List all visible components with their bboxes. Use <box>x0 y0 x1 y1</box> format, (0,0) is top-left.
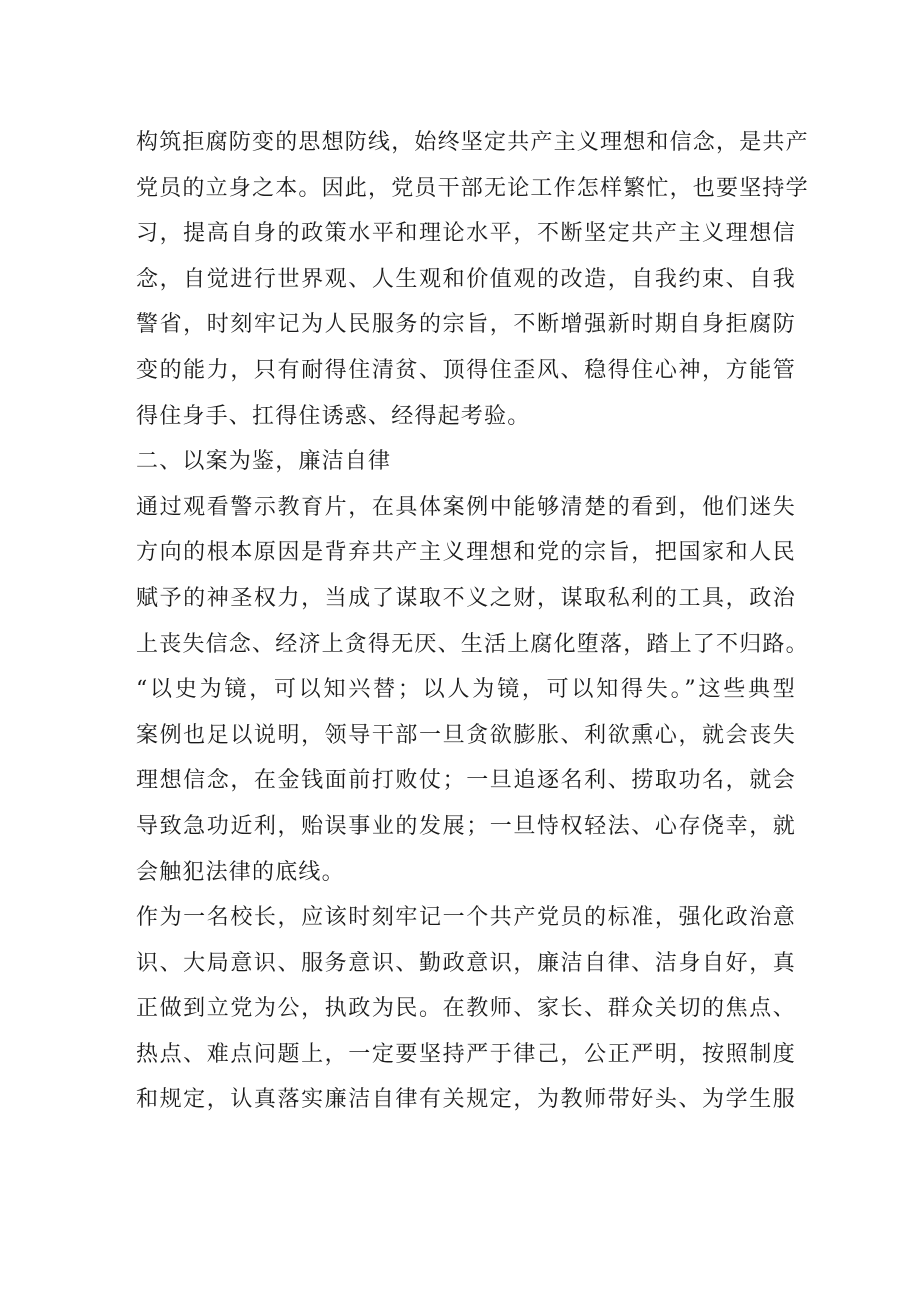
document-body <box>136 120 809 1123</box>
text-line: 热点、难点问题上，一定要坚持严于律己，公正严明，按照制度 <box>136 1041 796 1067</box>
text-line: 构筑拒腐防变的思想防线，始终坚定共产主义理想和信念，是共产 <box>136 130 809 155</box>
text-line: 正做到立党为公，执政为民。在教师、家长、群众关切的焦点、 <box>136 996 796 1022</box>
text-line: “以史为镜，可以知兴替；以人为镜，可以知得失。”这些典型 <box>136 677 796 703</box>
text-line: 习，提高自身的政策水平和理论水平，不断坚定共产主义理想信 <box>136 221 796 247</box>
text-line: 警省，时刻牢记为人民服务的宗旨，不断增强新时期自身拒腐防 <box>136 312 796 338</box>
text-line: 方向的根本原因是背弃共产主义理想和党的宗旨，把国家和人民 <box>136 540 796 566</box>
text-line: 会触犯法律的底线。 <box>136 859 345 885</box>
text-line: 上丧失信念、经济上贪得无厌、生活上腐化堕落，踏上了不归路。 <box>136 631 809 657</box>
text-line: 导致急功近利，贻误事业的发展；一旦恃权轻法、心存侥幸，就 <box>136 813 796 839</box>
text-line: 得住身手、扛得住诱惑、经得起考验。 <box>136 403 531 429</box>
section-heading: 二、以案为鉴，廉洁自律 <box>136 449 392 475</box>
text-line: 作为一名校长，应该时刻牢记一个共产党员的标准，强化政治意 <box>136 905 796 931</box>
text-line: 变的能力，只有耐得住清贫、顶得住歪风、稳得住心神，方能管 <box>136 357 796 383</box>
text-line: 党员的立身之本。因此，党员干部无论工作怎样繁忙，也要坚持学 <box>136 175 809 201</box>
text-line: 理想信念，在金钱面前打败仗；一旦追逐名利、捞取功名，就会 <box>136 768 796 794</box>
text-line: 和规定，认真落实廉洁自律有关规定，为教师带好头、为学生服 <box>136 1087 796 1113</box>
text-line: 案例也足以说明，领导干部一旦贪欲膨胀、利欲熏心，就会丧失 <box>136 722 796 748</box>
text-line: 通过观看警示教育片，在具体案例中能够清楚的看到，他们迷失 <box>136 494 796 520</box>
text-line: 念，自觉进行世界观、人生观和价值观的改造，自我约束、自我 <box>136 266 796 292</box>
text-line: 赋予的神圣权力，当成了谋取不义之财，谋取私利的工具，政治 <box>136 585 796 611</box>
text-line: 识、大局意识、服务意识、勤政意识，廉洁自律、洁身自好，真 <box>136 950 796 976</box>
